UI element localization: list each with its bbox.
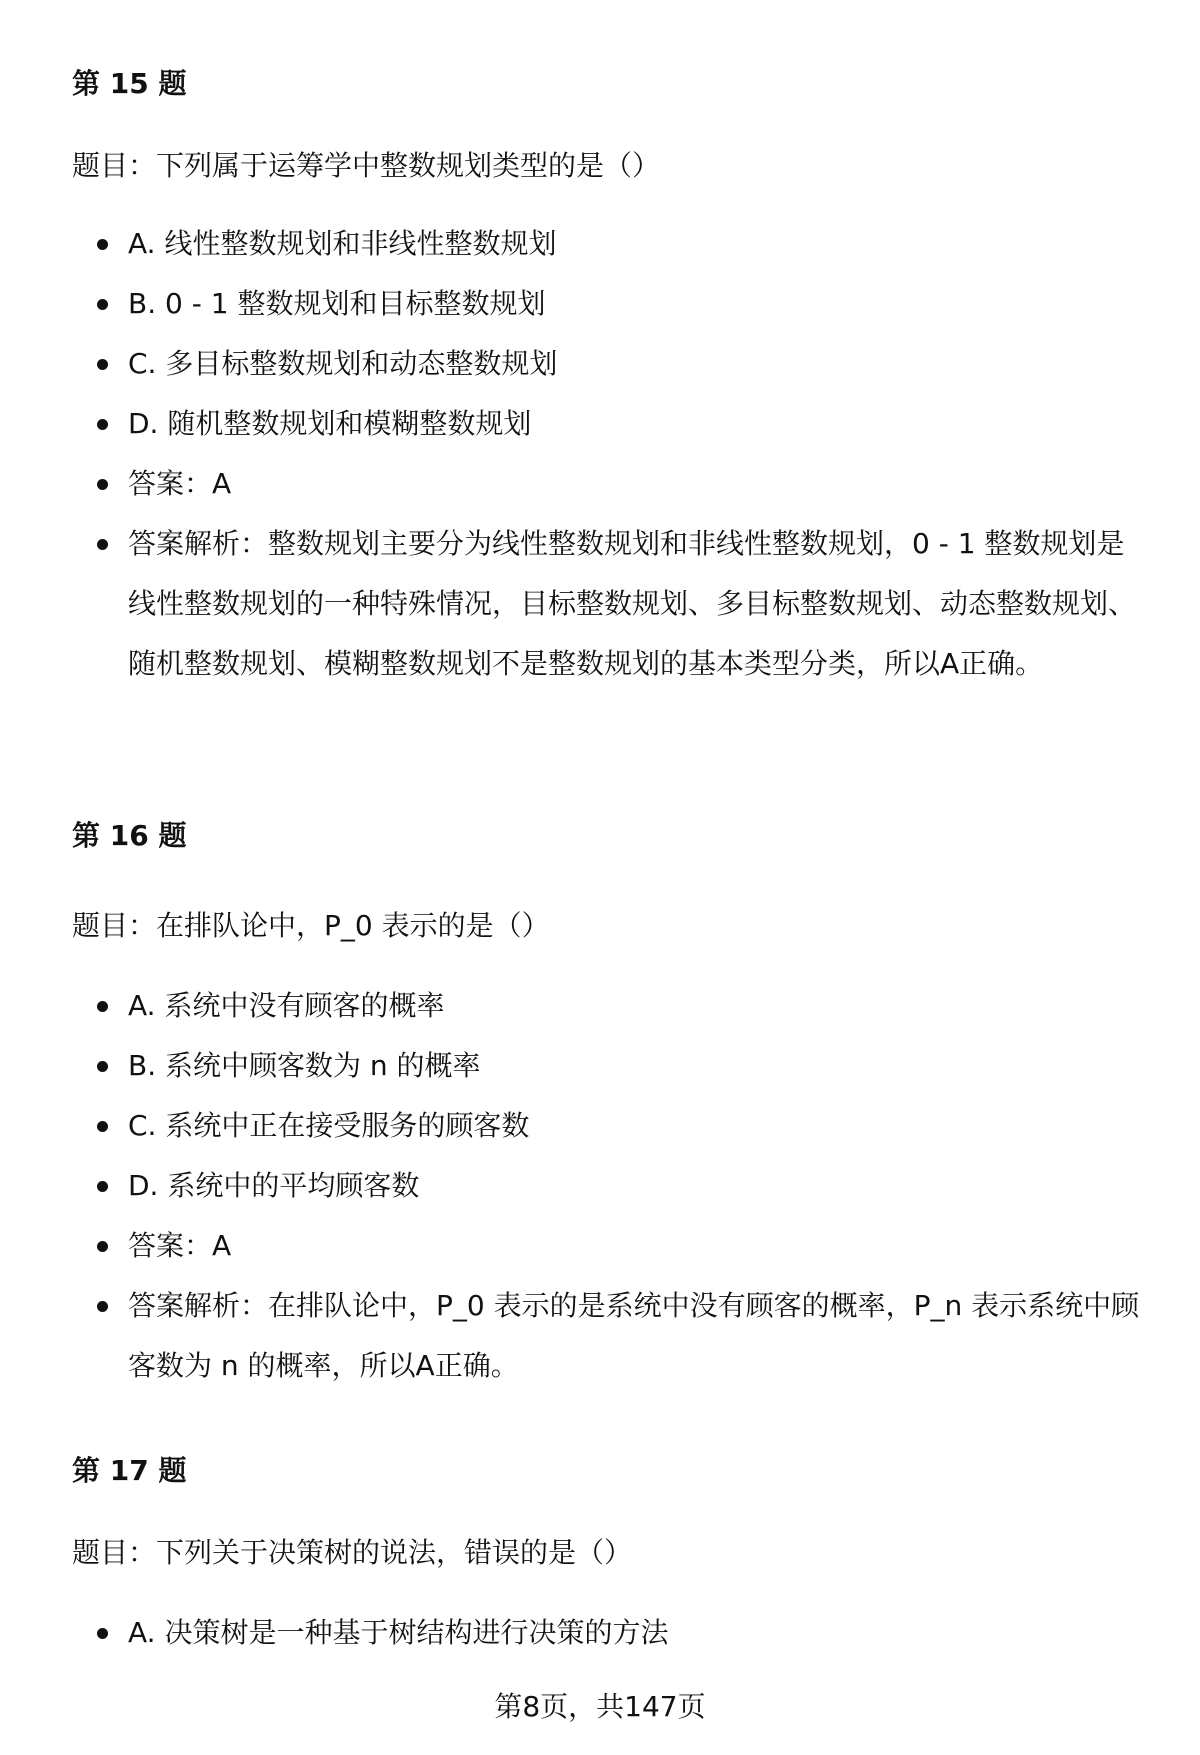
option-text: D. 随机整数规划和模糊整数规划 bbox=[128, 407, 532, 440]
option-text: A. 线性整数规划和非线性整数规划 bbox=[128, 227, 557, 260]
option-text: A. 系统中没有顾客的概率 bbox=[128, 989, 445, 1022]
answer-explanation bbox=[72, 1276, 1152, 1396]
option-a bbox=[72, 214, 1152, 274]
option-d bbox=[72, 1156, 1152, 1216]
option-list bbox=[72, 214, 1152, 694]
bullet-icon bbox=[97, 1241, 108, 1252]
question-16 bbox=[72, 816, 1152, 1396]
option-a bbox=[72, 1603, 1152, 1663]
question-heading: 第 15 题 bbox=[72, 67, 187, 100]
bullet-icon bbox=[97, 239, 108, 250]
answer bbox=[72, 454, 1152, 514]
option-d bbox=[72, 394, 1152, 454]
answer bbox=[72, 1216, 1152, 1276]
bullet-icon bbox=[97, 539, 108, 550]
explanation-text: 答案解析：在排队论中，P_0 表示的是系统中没有顾客的概率，P_n 表示系统中顾客数为 n 的概率，所以A正确。 bbox=[128, 1289, 1140, 1382]
question-heading: 第 17 题 bbox=[72, 1454, 187, 1487]
bullet-icon bbox=[97, 1121, 108, 1132]
bullet-icon bbox=[97, 299, 108, 310]
answer-explanation bbox=[72, 514, 1152, 694]
option-list bbox=[72, 976, 1152, 1396]
question-stem: 题目：下列关于决策树的说法，错误的是（） bbox=[72, 1536, 633, 1569]
option-text: C. 系统中正在接受服务的顾客数 bbox=[128, 1109, 530, 1142]
bullet-icon bbox=[97, 359, 108, 370]
question-17 bbox=[72, 1451, 1152, 1663]
bullet-icon bbox=[97, 419, 108, 430]
question-stem: 题目：在排队论中，P_0 表示的是（） bbox=[72, 909, 550, 942]
option-text: A. 决策树是一种基于树结构进行决策的方法 bbox=[128, 1616, 669, 1649]
bullet-icon bbox=[97, 1181, 108, 1192]
option-c bbox=[72, 1096, 1152, 1156]
bullet-icon bbox=[97, 1061, 108, 1072]
option-list bbox=[72, 1603, 1152, 1663]
option-c bbox=[72, 334, 1152, 394]
option-b bbox=[72, 274, 1152, 334]
bullet-icon bbox=[97, 479, 108, 490]
option-a bbox=[72, 976, 1152, 1036]
explanation-text: 答案解析：整数规划主要分为线性整数规划和非线性整数规划，0 - 1 整数规划是线性整数规划的一种特殊情况，目标整数规划、多目标整数规划、动态整数规划、随机整数规划、模糊整数规划不是整数规划的基本类型分类，所以A正确。 bbox=[128, 527, 1137, 680]
option-b bbox=[72, 1036, 1152, 1096]
question-15 bbox=[72, 64, 1152, 694]
bullet-icon bbox=[97, 1301, 108, 1312]
option-text: B. 系统中顾客数为 n 的概率 bbox=[128, 1049, 481, 1082]
page-number-footer: 第8页，共147页 bbox=[494, 1690, 706, 1723]
option-text: C. 多目标整数规划和动态整数规划 bbox=[128, 347, 558, 380]
question-stem: 题目：下列属于运筹学中整数规划类型的是（） bbox=[72, 149, 661, 182]
answer-text: 答案：A bbox=[128, 467, 232, 500]
bullet-icon bbox=[97, 1628, 108, 1639]
bullet-icon bbox=[97, 1001, 108, 1012]
answer-text: 答案：A bbox=[128, 1229, 232, 1262]
question-heading: 第 16 题 bbox=[72, 819, 187, 852]
option-text: B. 0 - 1 整数规划和目标整数规划 bbox=[128, 287, 546, 320]
option-text: D. 系统中的平均顾客数 bbox=[128, 1169, 420, 1202]
